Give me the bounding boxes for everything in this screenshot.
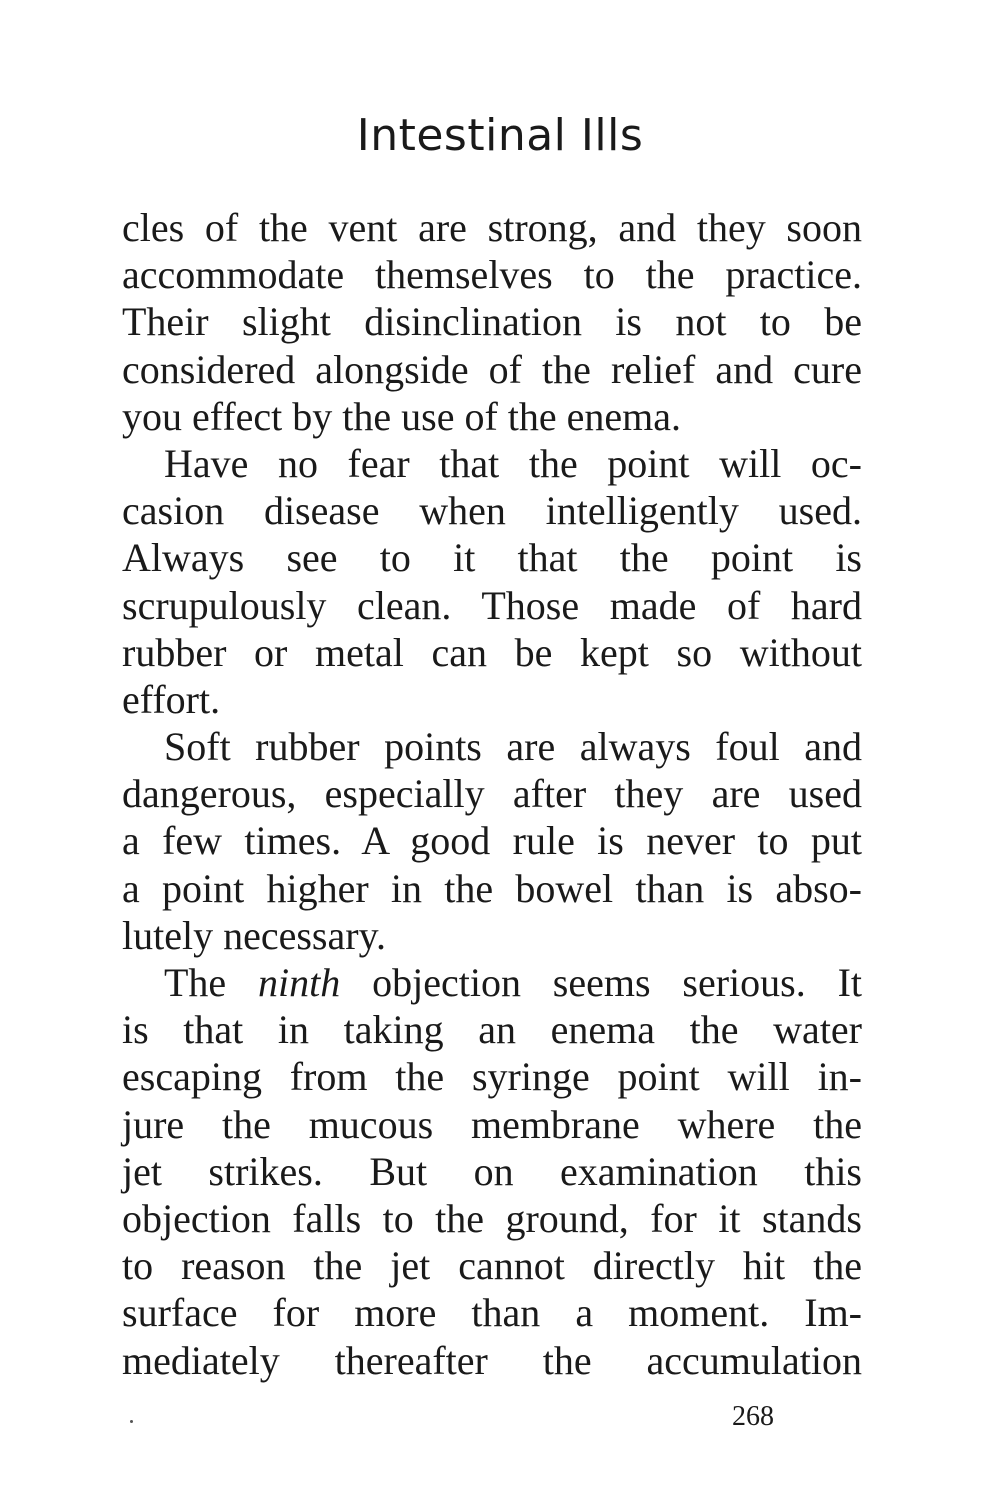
running-head: Intestinal Ills xyxy=(356,110,644,161)
body-text xyxy=(122,204,862,1384)
page-number: 268 xyxy=(732,1401,774,1432)
text-line: The ninth objection seems serious. It xyxy=(164,960,862,1005)
text-line: cles of the vent are strong, and they soon xyxy=(122,205,862,250)
text-line: rubber or metal can be kept so without xyxy=(122,629,862,675)
text-line: objection falls to the ground, for it stands xyxy=(122,1195,862,1241)
text-line: lutely necessary. xyxy=(122,912,386,958)
text-line: a few times. A good rule is never to put xyxy=(122,818,862,864)
paragraph xyxy=(122,204,862,440)
print-speck xyxy=(130,1420,133,1423)
text-line: surface for more than a moment. Im- xyxy=(122,1290,862,1336)
text-line: scrupulously clean. Those made of hard xyxy=(122,582,862,628)
paragraph xyxy=(122,959,862,1384)
text-line: casion disease when intelligently used. xyxy=(122,488,862,534)
text-line: to reason the jet cannot directly hit the xyxy=(122,1243,862,1289)
text-line: dangerous, especially after they are used xyxy=(122,771,862,817)
text-line: is that in taking an enema the water xyxy=(122,1007,862,1053)
text-line: effort. xyxy=(122,676,221,722)
text-line: you effect by the use of the enema. xyxy=(122,393,682,439)
text-line: jure the mucous membrane where the xyxy=(122,1101,862,1147)
paragraph xyxy=(122,723,862,959)
text-line: Always see to it that the point is xyxy=(122,535,862,581)
text-line: mediately thereafter the accumulation xyxy=(122,1337,862,1383)
text-line: Have no fear that the point will oc- xyxy=(164,440,862,486)
text-line: considered alongside of the relief and cure xyxy=(122,346,862,392)
text-line: a point higher in the bowel than is abso- xyxy=(122,865,862,911)
text-line: jet strikes. But on examination this xyxy=(122,1148,862,1194)
text-line: Their slight disinclination is not to be xyxy=(122,299,862,345)
text-line: accommodate themselves to the practice. xyxy=(122,252,862,298)
text-line: escaping from the syringe point will in- xyxy=(122,1054,862,1100)
paragraph xyxy=(122,440,862,723)
text-line: Soft rubber points are always foul and xyxy=(164,724,862,770)
